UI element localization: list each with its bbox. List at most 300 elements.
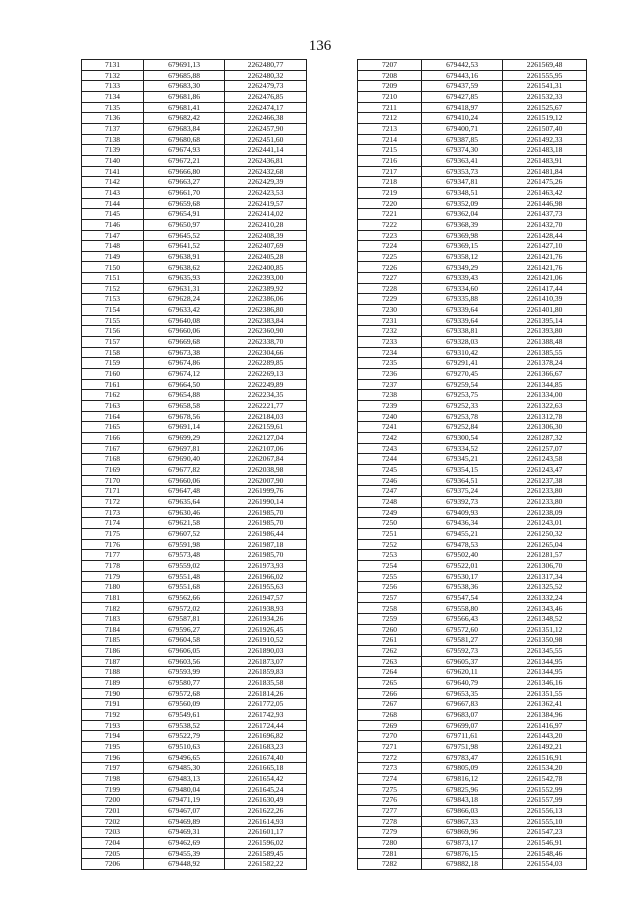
- point-number-cell: 7184: [82, 624, 144, 635]
- y-coordinate-cell: 2261385,55: [503, 347, 587, 358]
- table-row: [358, 209, 587, 220]
- x-coordinate-cell: 679334,52: [422, 443, 503, 454]
- table-row: [358, 187, 587, 198]
- table-row: [82, 656, 307, 667]
- y-coordinate-cell: 2261432,70: [503, 219, 587, 230]
- point-number-cell: 7153: [82, 294, 144, 305]
- point-number-cell: 7137: [82, 123, 144, 134]
- point-number-cell: 7160: [82, 369, 144, 380]
- y-coordinate-cell: 2261437,73: [503, 209, 587, 220]
- point-number-cell: 7198: [82, 773, 144, 784]
- table-row: [358, 464, 587, 475]
- point-number-cell: 7195: [82, 742, 144, 753]
- x-coordinate-cell: 679478,53: [422, 539, 503, 550]
- x-coordinate-cell: 679522,01: [422, 560, 503, 571]
- table-row: [82, 795, 307, 806]
- y-coordinate-cell: 2261325,52: [503, 582, 587, 593]
- point-number-cell: 7200: [82, 795, 144, 806]
- point-number-cell: 7172: [82, 496, 144, 507]
- y-coordinate-cell: 2262221,77: [225, 401, 307, 412]
- table-row: [82, 134, 307, 145]
- y-coordinate-cell: 2261250,32: [503, 528, 587, 539]
- table-row: [358, 752, 587, 763]
- y-coordinate-cell: 2261322,63: [503, 401, 587, 412]
- table-row: [82, 70, 307, 81]
- y-coordinate-cell: 2261410,39: [503, 294, 587, 305]
- y-coordinate-cell: 2261645,24: [225, 784, 307, 795]
- point-number-cell: 7163: [82, 401, 144, 412]
- table-row: [358, 251, 587, 262]
- x-coordinate-cell: 679672,21: [144, 155, 225, 166]
- table-row: [82, 422, 307, 433]
- table-row: [358, 805, 587, 816]
- table-row: [358, 827, 587, 838]
- table-row: [358, 219, 587, 230]
- table-row: [82, 326, 307, 337]
- y-coordinate-cell: 2261532,33: [503, 91, 587, 102]
- table-row: [82, 742, 307, 753]
- y-coordinate-cell: 2261416,97: [503, 720, 587, 731]
- table-row: [358, 401, 587, 412]
- table-row: [82, 294, 307, 305]
- point-number-cell: 7260: [358, 624, 422, 635]
- x-coordinate-cell: 679654,88: [144, 390, 225, 401]
- table-row: [358, 731, 587, 742]
- x-coordinate-cell: 679674,12: [144, 369, 225, 380]
- x-coordinate-cell: 679352,09: [422, 198, 503, 209]
- x-coordinate-cell: 679605,37: [422, 656, 503, 667]
- point-number-cell: 7208: [358, 70, 422, 81]
- table-row: [358, 742, 587, 753]
- table-row: [82, 475, 307, 486]
- y-coordinate-cell: 2262249,89: [225, 379, 307, 390]
- x-coordinate-cell: 679596,27: [144, 624, 225, 635]
- table-row: [82, 635, 307, 646]
- table-row: [82, 411, 307, 422]
- table-row: [358, 411, 587, 422]
- y-coordinate-cell: 2261483,91: [503, 155, 587, 166]
- x-coordinate-cell: 679375,24: [422, 486, 503, 497]
- coordinates-table-right: [357, 59, 587, 870]
- point-number-cell: 7157: [82, 337, 144, 348]
- table-row: [82, 369, 307, 380]
- x-coordinate-cell: 679640,79: [422, 678, 503, 689]
- table-row: [358, 60, 587, 71]
- point-number-cell: 7155: [82, 315, 144, 326]
- y-coordinate-cell: 2262038,98: [225, 464, 307, 475]
- y-coordinate-cell: 2261555,95: [503, 70, 587, 81]
- table-row: [358, 528, 587, 539]
- point-number-cell: 7246: [358, 475, 422, 486]
- table-row: [82, 187, 307, 198]
- x-coordinate-cell: 679680,68: [144, 134, 225, 145]
- y-coordinate-cell: 2261265,04: [503, 539, 587, 550]
- x-coordinate-cell: 679362,04: [422, 209, 503, 220]
- table-row: [358, 475, 587, 486]
- table-row: [358, 283, 587, 294]
- y-coordinate-cell: 2261378,24: [503, 358, 587, 369]
- x-coordinate-cell: 679635,93: [144, 273, 225, 284]
- x-coordinate-cell: 679310,42: [422, 347, 503, 358]
- x-coordinate-cell: 679551,68: [144, 582, 225, 593]
- x-coordinate-cell: 679678,56: [144, 411, 225, 422]
- y-coordinate-cell: 2261630,49: [225, 795, 307, 806]
- coordinates-table-left-body: [82, 60, 307, 870]
- y-coordinate-cell: 2261395,14: [503, 315, 587, 326]
- x-coordinate-cell: 679462,69: [144, 837, 225, 848]
- point-number-cell: 7209: [358, 81, 422, 92]
- x-coordinate-cell: 679683,07: [422, 710, 503, 721]
- x-coordinate-cell: 679369,98: [422, 230, 503, 241]
- table-row: [82, 401, 307, 412]
- point-number-cell: 7249: [358, 507, 422, 518]
- table-row: [358, 166, 587, 177]
- x-coordinate-cell: 679483,13: [144, 773, 225, 784]
- point-number-cell: 7234: [358, 347, 422, 358]
- table-row: [358, 710, 587, 721]
- table-row: [358, 443, 587, 454]
- table-row: [82, 720, 307, 731]
- x-coordinate-cell: 679522,79: [144, 731, 225, 742]
- point-number-cell: 7227: [358, 273, 422, 284]
- table-row: [358, 134, 587, 145]
- x-coordinate-cell: 679661,70: [144, 187, 225, 198]
- point-number-cell: 7192: [82, 710, 144, 721]
- point-number-cell: 7175: [82, 528, 144, 539]
- y-coordinate-cell: 2261332,24: [503, 592, 587, 603]
- table-row: [358, 614, 587, 625]
- point-number-cell: 7204: [82, 837, 144, 848]
- point-number-cell: 7202: [82, 816, 144, 827]
- y-coordinate-cell: 2261985,70: [225, 507, 307, 518]
- x-coordinate-cell: 679882,18: [422, 859, 503, 870]
- x-coordinate-cell: 679338,81: [422, 326, 503, 337]
- x-coordinate-cell: 679666,80: [144, 166, 225, 177]
- table-row: [358, 603, 587, 614]
- table-row: [358, 422, 587, 433]
- point-number-cell: 7216: [358, 155, 422, 166]
- x-coordinate-cell: 679347,81: [422, 177, 503, 188]
- x-coordinate-cell: 679663,27: [144, 177, 225, 188]
- x-coordinate-cell: 679328,03: [422, 337, 503, 348]
- table-row: [358, 337, 587, 348]
- point-number-cell: 7226: [358, 262, 422, 273]
- x-coordinate-cell: 679345,21: [422, 454, 503, 465]
- y-coordinate-cell: 2261955,63: [225, 582, 307, 593]
- point-number-cell: 7152: [82, 283, 144, 294]
- point-number-cell: 7132: [82, 70, 144, 81]
- table-row: [358, 326, 587, 337]
- point-number-cell: 7281: [358, 848, 422, 859]
- x-coordinate-cell: 679630,46: [144, 507, 225, 518]
- point-number-cell: 7271: [358, 742, 422, 753]
- y-coordinate-cell: 2261344,85: [503, 379, 587, 390]
- y-coordinate-cell: 2261492,33: [503, 134, 587, 145]
- point-number-cell: 7139: [82, 145, 144, 156]
- point-number-cell: 7264: [358, 667, 422, 678]
- point-number-cell: 7144: [82, 198, 144, 209]
- point-number-cell: 7150: [82, 262, 144, 273]
- table-row: [358, 507, 587, 518]
- x-coordinate-cell: 679685,88: [144, 70, 225, 81]
- table-row: [82, 60, 307, 71]
- point-number-cell: 7275: [358, 784, 422, 795]
- x-coordinate-cell: 679593,99: [144, 667, 225, 678]
- point-number-cell: 7257: [358, 592, 422, 603]
- point-number-cell: 7131: [82, 60, 144, 71]
- table-row: [358, 91, 587, 102]
- y-coordinate-cell: 2262419,57: [225, 198, 307, 209]
- y-coordinate-cell: 2262423,53: [225, 187, 307, 198]
- x-coordinate-cell: 679442,53: [422, 60, 503, 71]
- x-coordinate-cell: 679691,14: [144, 422, 225, 433]
- table-row: [358, 347, 587, 358]
- x-coordinate-cell: 679259,54: [422, 379, 503, 390]
- x-coordinate-cell: 679469,89: [144, 816, 225, 827]
- point-number-cell: 7240: [358, 411, 422, 422]
- point-number-cell: 7222: [358, 219, 422, 230]
- x-coordinate-cell: 679368,39: [422, 219, 503, 230]
- table-row: [358, 592, 587, 603]
- point-number-cell: 7185: [82, 635, 144, 646]
- x-coordinate-cell: 679843,18: [422, 795, 503, 806]
- y-coordinate-cell: 2262383,84: [225, 315, 307, 326]
- x-coordinate-cell: 679677,82: [144, 464, 225, 475]
- x-coordinate-cell: 679697,81: [144, 443, 225, 454]
- y-coordinate-cell: 2261601,17: [225, 827, 307, 838]
- y-coordinate-cell: 2261674,40: [225, 752, 307, 763]
- point-number-cell: 7237: [358, 379, 422, 390]
- y-coordinate-cell: 2262234,35: [225, 390, 307, 401]
- y-coordinate-cell: 2262107,06: [225, 443, 307, 454]
- point-number-cell: 7217: [358, 166, 422, 177]
- table-row: [358, 784, 587, 795]
- point-number-cell: 7230: [358, 305, 422, 316]
- x-coordinate-cell: 679560,09: [144, 699, 225, 710]
- table-row: [82, 773, 307, 784]
- point-number-cell: 7171: [82, 486, 144, 497]
- point-number-cell: 7272: [358, 752, 422, 763]
- y-coordinate-cell: 2261428,44: [503, 230, 587, 241]
- table-row: [82, 816, 307, 827]
- y-coordinate-cell: 2261665,18: [225, 763, 307, 774]
- x-coordinate-cell: 679592,73: [422, 646, 503, 657]
- y-coordinate-cell: 2261614,93: [225, 816, 307, 827]
- y-coordinate-cell: 2261986,44: [225, 528, 307, 539]
- y-coordinate-cell: 2261742,93: [225, 710, 307, 721]
- point-number-cell: 7149: [82, 251, 144, 262]
- table-row: [82, 859, 307, 870]
- x-coordinate-cell: 679253,75: [422, 390, 503, 401]
- x-coordinate-cell: 679621,58: [144, 518, 225, 529]
- y-coordinate-cell: 2261344,95: [503, 656, 587, 667]
- x-coordinate-cell: 679471,19: [144, 795, 225, 806]
- table-row: [358, 369, 587, 380]
- x-coordinate-cell: 679681,86: [144, 91, 225, 102]
- point-number-cell: 7248: [358, 496, 422, 507]
- y-coordinate-cell: 2261417,44: [503, 283, 587, 294]
- x-coordinate-cell: 679530,17: [422, 571, 503, 582]
- y-coordinate-cell: 2261525,67: [503, 102, 587, 113]
- x-coordinate-cell: 679641,52: [144, 241, 225, 252]
- y-coordinate-cell: 2261814,26: [225, 688, 307, 699]
- table-row: [358, 773, 587, 784]
- page-number: 136: [308, 38, 332, 54]
- x-coordinate-cell: 679606,05: [144, 646, 225, 657]
- y-coordinate-cell: 2261554,03: [503, 859, 587, 870]
- table-row: [358, 720, 587, 731]
- y-coordinate-cell: 2261990,14: [225, 496, 307, 507]
- x-coordinate-cell: 679551,48: [144, 571, 225, 582]
- table-row: [82, 592, 307, 603]
- point-number-cell: 7233: [358, 337, 422, 348]
- table-row: [82, 827, 307, 838]
- table-row: [82, 113, 307, 124]
- x-coordinate-cell: 679658,58: [144, 401, 225, 412]
- table-row: [82, 848, 307, 859]
- table-row: [82, 560, 307, 571]
- y-coordinate-cell: 2261388,48: [503, 337, 587, 348]
- point-number-cell: 7191: [82, 699, 144, 710]
- point-number-cell: 7197: [82, 763, 144, 774]
- y-coordinate-cell: 2262480,32: [225, 70, 307, 81]
- x-coordinate-cell: 679443,16: [422, 70, 503, 81]
- y-coordinate-cell: 2261366,67: [503, 369, 587, 380]
- table-row: [82, 518, 307, 529]
- x-coordinate-cell: 679559,02: [144, 560, 225, 571]
- x-coordinate-cell: 679633,42: [144, 305, 225, 316]
- x-coordinate-cell: 679253,78: [422, 411, 503, 422]
- point-number-cell: 7277: [358, 805, 422, 816]
- point-number-cell: 7229: [358, 294, 422, 305]
- point-number-cell: 7225: [358, 251, 422, 262]
- table-row: [82, 166, 307, 177]
- table-row: [358, 81, 587, 92]
- table-row: [358, 816, 587, 827]
- y-coordinate-cell: 2261546,91: [503, 837, 587, 848]
- table-row: [82, 81, 307, 92]
- point-number-cell: 7166: [82, 432, 144, 443]
- y-coordinate-cell: 2261351,55: [503, 688, 587, 699]
- point-number-cell: 7146: [82, 219, 144, 230]
- x-coordinate-cell: 679418,97: [422, 102, 503, 113]
- y-coordinate-cell: 2261427,10: [503, 241, 587, 252]
- y-coordinate-cell: 2261654,42: [225, 773, 307, 784]
- x-coordinate-cell: 679469,31: [144, 827, 225, 838]
- y-coordinate-cell: 2261772,05: [225, 699, 307, 710]
- x-coordinate-cell: 679480,04: [144, 784, 225, 795]
- x-coordinate-cell: 679816,12: [422, 773, 503, 784]
- y-coordinate-cell: 2262159,61: [225, 422, 307, 433]
- point-number-cell: 7176: [82, 539, 144, 550]
- point-number-cell: 7252: [358, 539, 422, 550]
- y-coordinate-cell: 2262386,80: [225, 305, 307, 316]
- point-number-cell: 7263: [358, 656, 422, 667]
- point-number-cell: 7136: [82, 113, 144, 124]
- point-number-cell: 7201: [82, 805, 144, 816]
- point-number-cell: 7213: [358, 123, 422, 134]
- table-row: [82, 273, 307, 284]
- point-number-cell: 7214: [358, 134, 422, 145]
- point-number-cell: 7190: [82, 688, 144, 699]
- y-coordinate-cell: 2261492,21: [503, 742, 587, 753]
- x-coordinate-cell: 679335,88: [422, 294, 503, 305]
- y-coordinate-cell: 2261999,76: [225, 486, 307, 497]
- table-row: [82, 582, 307, 593]
- x-coordinate-cell: 679538,52: [144, 720, 225, 731]
- point-number-cell: 7165: [82, 422, 144, 433]
- point-number-cell: 7262: [358, 646, 422, 657]
- point-number-cell: 7180: [82, 582, 144, 593]
- point-number-cell: 7242: [358, 432, 422, 443]
- table-row: [358, 656, 587, 667]
- table-row: [82, 251, 307, 262]
- table-row: [82, 102, 307, 113]
- y-coordinate-cell: 2262457,90: [225, 123, 307, 134]
- table-row: [82, 454, 307, 465]
- table-row: [82, 155, 307, 166]
- point-number-cell: 7178: [82, 560, 144, 571]
- y-coordinate-cell: 2261934,26: [225, 614, 307, 625]
- point-number-cell: 7269: [358, 720, 422, 731]
- point-number-cell: 7255: [358, 571, 422, 582]
- y-coordinate-cell: 2261287,32: [503, 432, 587, 443]
- point-number-cell: 7142: [82, 177, 144, 188]
- table-row: [358, 571, 587, 582]
- x-coordinate-cell: 679866,03: [422, 805, 503, 816]
- table-row: [82, 390, 307, 401]
- y-coordinate-cell: 2261555,10: [503, 816, 587, 827]
- y-coordinate-cell: 2261233,80: [503, 486, 587, 497]
- x-coordinate-cell: 679392,73: [422, 496, 503, 507]
- point-number-cell: 7247: [358, 486, 422, 497]
- table-row: [358, 582, 587, 593]
- table-row: [82, 603, 307, 614]
- table-row: [358, 646, 587, 657]
- x-coordinate-cell: 679549,61: [144, 710, 225, 721]
- table-row: [82, 614, 307, 625]
- table-row: [82, 123, 307, 134]
- table-row: [82, 624, 307, 635]
- point-number-cell: 7267: [358, 699, 422, 710]
- table-row: [358, 560, 587, 571]
- y-coordinate-cell: 2261393,80: [503, 326, 587, 337]
- table-row: [358, 763, 587, 774]
- y-coordinate-cell: 2261973,93: [225, 560, 307, 571]
- point-number-cell: 7258: [358, 603, 422, 614]
- point-number-cell: 7268: [358, 710, 422, 721]
- x-coordinate-cell: 679635,64: [144, 496, 225, 507]
- x-coordinate-cell: 679674,93: [144, 145, 225, 156]
- table-row: [82, 177, 307, 188]
- point-number-cell: 7223: [358, 230, 422, 241]
- point-number-cell: 7140: [82, 155, 144, 166]
- table-row: [358, 795, 587, 806]
- y-coordinate-cell: 2261481,84: [503, 166, 587, 177]
- y-coordinate-cell: 2262184,03: [225, 411, 307, 422]
- table-row: [358, 262, 587, 273]
- y-coordinate-cell: 2261421,76: [503, 262, 587, 273]
- y-coordinate-cell: 2261475,26: [503, 177, 587, 188]
- y-coordinate-cell: 2261534,20: [503, 763, 587, 774]
- table-row: [82, 443, 307, 454]
- table-row: [82, 486, 307, 497]
- x-coordinate-cell: 679566,43: [422, 614, 503, 625]
- point-number-cell: 7183: [82, 614, 144, 625]
- point-number-cell: 7279: [358, 827, 422, 838]
- table-row: [358, 155, 587, 166]
- point-number-cell: 7147: [82, 230, 144, 241]
